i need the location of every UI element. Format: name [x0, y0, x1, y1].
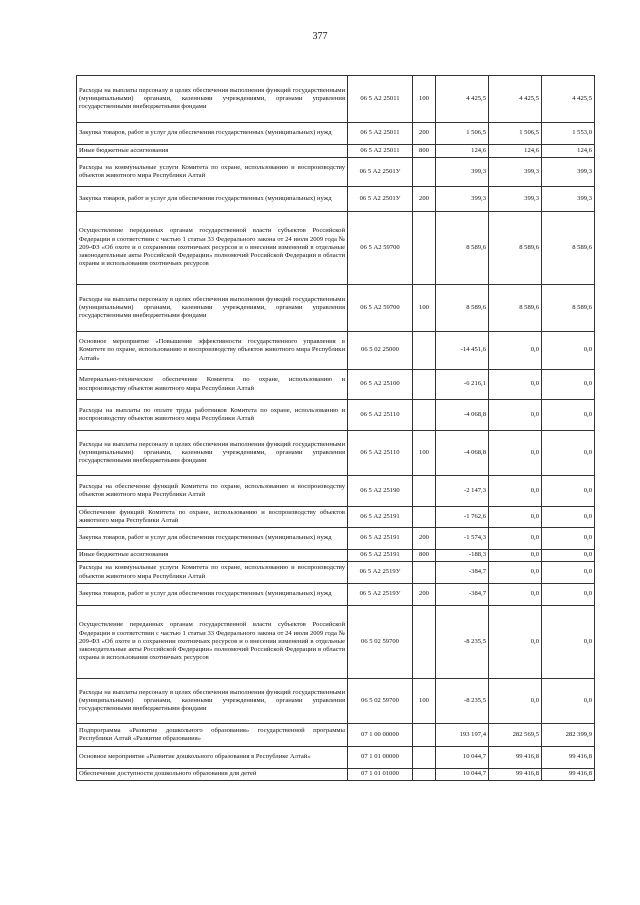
target-code-cell: 06 5 02 59700 [348, 679, 413, 724]
amount-year1-cell: -384,7 [436, 584, 489, 606]
amount-year2-cell: 0,0 [489, 370, 542, 400]
expense-type-cell [413, 332, 436, 370]
table-row [77, 550, 595, 562]
page-number: 377 [312, 31, 328, 42]
target-code-cell: 06 5 А2 59700 [348, 212, 413, 285]
amount-year3-cell: 0,0 [542, 507, 595, 528]
amount-year2-cell: 124,6 [489, 145, 542, 158]
amount-year3-cell: 0,0 [542, 431, 595, 476]
expense-name-cell: Подпрограмма «Развитие дошкольного образования» государственной программы Республики Алтай «Развитие образования» [77, 724, 348, 747]
target-code-cell: 06 5 А2 25191 [348, 507, 413, 528]
amount-year3-cell: 0,0 [542, 679, 595, 724]
amount-year1-cell: -1 574,3 [436, 528, 489, 550]
table-row [77, 431, 595, 476]
amount-year2-cell: 399,3 [489, 187, 542, 212]
budget-table-body [77, 76, 595, 781]
table-row [77, 370, 595, 400]
amount-year1-cell: 4 425,5 [436, 76, 489, 123]
amount-year3-cell: 282 399,9 [542, 724, 595, 747]
expense-type-cell [413, 370, 436, 400]
amount-year1-cell: -188,3 [436, 550, 489, 562]
target-code-cell: 06 5 А2 2501У [348, 158, 413, 187]
amount-year2-cell: 99 416,8 [489, 769, 542, 781]
expense-type-cell [413, 724, 436, 747]
target-code-cell: 07 1 00 00000 [348, 724, 413, 747]
target-code-cell: 06 5 А2 25100 [348, 370, 413, 400]
expense-type-cell: 800 [413, 145, 436, 158]
amount-year3-cell: 399,3 [542, 187, 595, 212]
expense-type-cell: 100 [413, 431, 436, 476]
table-row [77, 212, 595, 285]
amount-year2-cell: 4 425,5 [489, 76, 542, 123]
target-code-cell: 06 5 А2 25011 [348, 145, 413, 158]
expense-name-cell: Расходы на выплаты персоналу в целях обеспечения выполнения функций государственными (муниципальными) органами, казенными учреждениями, органами управления государственными внебюджетными фондами [77, 431, 348, 476]
target-code-cell: 06 5 А2 25011 [348, 76, 413, 123]
target-code-cell: 06 5 02 25000 [348, 332, 413, 370]
amount-year3-cell: 8 589,6 [542, 285, 595, 332]
expense-type-cell [413, 507, 436, 528]
target-code-cell: 07 1 01 00000 [348, 747, 413, 769]
table-row [77, 606, 595, 679]
amount-year1-cell: -8 235,5 [436, 679, 489, 724]
expense-name-cell: Основное мероприятие «Повышение эффективности государственного управления в Комитете по охране, использованию и воспроизводству объектов животного мира Республики Алтай» [77, 332, 348, 370]
amount-year1-cell: 193 197,4 [436, 724, 489, 747]
amount-year3-cell: 0,0 [542, 550, 595, 562]
amount-year2-cell: 0,0 [489, 550, 542, 562]
expense-type-cell: 800 [413, 550, 436, 562]
amount-year1-cell: -384,7 [436, 562, 489, 584]
amount-year2-cell: 0,0 [489, 507, 542, 528]
expense-name-cell: Закупка товаров, работ и услуг для обеспечения государственных (муниципальных) нужд [77, 584, 348, 606]
amount-year3-cell: 0,0 [542, 370, 595, 400]
amount-year2-cell: 0,0 [489, 332, 542, 370]
amount-year1-cell: 399,3 [436, 187, 489, 212]
expense-name-cell: Обеспечение функций Комитета по охране, использованию и воспроизводству объектов животного мира Республики Алтай [77, 507, 348, 528]
amount-year2-cell: 8 589,6 [489, 285, 542, 332]
expense-type-cell [413, 606, 436, 679]
table-row [77, 679, 595, 724]
expense-type-cell: 200 [413, 187, 436, 212]
expense-name-cell: Основное мероприятие «Развитие дошкольного образования в Республике Алтай» [77, 747, 348, 769]
amount-year3-cell: 0,0 [542, 400, 595, 431]
amount-year2-cell: 0,0 [489, 528, 542, 550]
expense-name-cell: Иные бюджетные ассигнования [77, 550, 348, 562]
amount-year1-cell: 10 044,7 [436, 769, 489, 781]
table-row [77, 507, 595, 528]
table-row [77, 562, 595, 584]
expense-type-cell: 100 [413, 679, 436, 724]
expense-name-cell: Расходы на выплаты персоналу в целях обеспечения выполнения функций государственными (муниципальными) органами, казенными учреждениями, органами управления государственными внебюджетными фондами [77, 679, 348, 724]
expense-type-cell [413, 158, 436, 187]
expense-name-cell: Расходы на коммунальные услуги Комитета по охране, использованию и воспроизводству объектов животного мира Республики Алтай [77, 562, 348, 584]
table-row [77, 747, 595, 769]
expense-name-cell: Расходы на выплаты по оплате труда работников Комитета по охране, использованию и воспроизводству объектов животного мира Республики Алтай [77, 400, 348, 431]
expense-name-cell: Закупка товаров, работ и услуг для обеспечения государственных (муниципальных) нужд [77, 123, 348, 145]
expense-type-cell [413, 476, 436, 507]
table-row [77, 332, 595, 370]
expense-name-cell: Закупка товаров, работ и услуг для обеспечения государственных (муниципальных) нужд [77, 528, 348, 550]
amount-year2-cell: 0,0 [489, 400, 542, 431]
amount-year2-cell: 0,0 [489, 584, 542, 606]
target-code-cell: 06 5 А2 2519У [348, 562, 413, 584]
amount-year1-cell: -6 216,1 [436, 370, 489, 400]
table-row [77, 400, 595, 431]
amount-year3-cell: 99 416,8 [542, 747, 595, 769]
expense-name-cell: Осуществление переданных органам государственной власти субъектов Российской Федерации в соответствии с частью 1 статьи 33 Федерального закона от 24 июля 2009 года № 209-ФЗ «Об охоте и о сохранении охотничьих ресурсов и о внесении изменений в отдельные законодательные акты Российской Федерации» полномочий Российской Федерации в области охраны и использования охотничьих ресурсов [77, 606, 348, 679]
amount-year1-cell: 124,6 [436, 145, 489, 158]
expense-type-cell: 200 [413, 123, 436, 145]
amount-year3-cell: 399,3 [542, 158, 595, 187]
expense-name-cell: Обеспечение доступности дошкольного образования для детей [77, 769, 348, 781]
table-row [77, 769, 595, 781]
amount-year3-cell: 99 416,8 [542, 769, 595, 781]
expense-name-cell: Расходы на коммунальные услуги Комитета по охране, использованию и воспроизводству объектов животного мира Республики Алтай [77, 158, 348, 187]
table-row [77, 158, 595, 187]
table-row [77, 724, 595, 747]
expense-type-cell [413, 400, 436, 431]
table-row [77, 187, 595, 212]
amount-year1-cell: 8 589,6 [436, 212, 489, 285]
target-code-cell: 06 5 А2 2501У [348, 187, 413, 212]
amount-year3-cell: 0,0 [542, 476, 595, 507]
expense-type-cell: 200 [413, 528, 436, 550]
expense-name-cell: Осуществление переданных органам государственной власти субъектов Российской Федерации в соответствии с частью 1 статьи 33 Федерального закона от 24 июля 2009 года № 209-ФЗ «Об охоте и о сохранении охотничьих ресурсов и о внесении изменений в отдельные законодательные акты Российской Федерации» полномочий Российской Федерации в области охраны и использования охотничьих ресурсов [77, 212, 348, 285]
amount-year2-cell: 0,0 [489, 476, 542, 507]
amount-year2-cell: 1 506,5 [489, 123, 542, 145]
expense-name-cell: Расходы на выплаты персоналу в целях обеспечения выполнения функций государственными (муниципальными) органами, казенными учреждениями, органами управления государственными внебюджетными фондами [77, 76, 348, 123]
budget-table [76, 75, 595, 781]
amount-year1-cell: -14 451,6 [436, 332, 489, 370]
amount-year1-cell: 1 506,5 [436, 123, 489, 145]
amount-year1-cell: 10 044,7 [436, 747, 489, 769]
expense-name-cell: Расходы на обеспечение функций Комитета по охране, использованию и воспроизводству объектов животного мира Республики Алтай [77, 476, 348, 507]
target-code-cell: 06 5 А2 2519У [348, 584, 413, 606]
expense-type-cell [413, 747, 436, 769]
expense-type-cell [413, 212, 436, 285]
amount-year3-cell: 0,0 [542, 528, 595, 550]
expense-type-cell: 100 [413, 76, 436, 123]
amount-year3-cell: 0,0 [542, 332, 595, 370]
amount-year1-cell: -2 147,3 [436, 476, 489, 507]
table-row [77, 476, 595, 507]
amount-year1-cell: 8 589,6 [436, 285, 489, 332]
amount-year1-cell: -8 235,5 [436, 606, 489, 679]
expense-type-cell: 100 [413, 285, 436, 332]
table-row [77, 528, 595, 550]
expense-type-cell: 200 [413, 584, 436, 606]
target-code-cell: 06 5 А2 25191 [348, 528, 413, 550]
expense-type-cell [413, 769, 436, 781]
amount-year2-cell: 0,0 [489, 606, 542, 679]
table-row [77, 584, 595, 606]
amount-year2-cell: 0,0 [489, 679, 542, 724]
expense-name-cell: Расходы на выплаты персоналу в целях обеспечения выполнения функций государственными (муниципальными) органами, казенными учреждениями, органами управления государственными внебюджетными фондами [77, 285, 348, 332]
table-row [77, 145, 595, 158]
amount-year3-cell: 0,0 [542, 584, 595, 606]
table-row [77, 123, 595, 145]
expense-name-cell: Иные бюджетные ассигнования [77, 145, 348, 158]
amount-year1-cell: -4 068,8 [436, 431, 489, 476]
amount-year2-cell: 399,3 [489, 158, 542, 187]
amount-year3-cell: 4 425,5 [542, 76, 595, 123]
amount-year1-cell: -4 068,8 [436, 400, 489, 431]
amount-year2-cell: 8 589,6 [489, 212, 542, 285]
amount-year2-cell: 282 569,5 [489, 724, 542, 747]
expense-name-cell: Закупка товаров, работ и услуг для обеспечения государственных (муниципальных) нужд [77, 187, 348, 212]
amount-year1-cell: -1 762,6 [436, 507, 489, 528]
target-code-cell: 06 5 А2 25110 [348, 400, 413, 431]
target-code-cell: 06 5 А2 25011 [348, 123, 413, 145]
table-row [77, 285, 595, 332]
target-code-cell: 06 5 А2 59700 [348, 285, 413, 332]
amount-year3-cell: 0,0 [542, 562, 595, 584]
expense-type-cell [413, 562, 436, 584]
amount-year2-cell: 99 416,8 [489, 747, 542, 769]
table-row [77, 76, 595, 123]
target-code-cell: 06 5 02 59700 [348, 606, 413, 679]
amount-year3-cell: 124,6 [542, 145, 595, 158]
target-code-cell: 07 1 01 01000 [348, 769, 413, 781]
amount-year3-cell: 0,0 [542, 606, 595, 679]
target-code-cell: 06 5 А2 25191 [348, 550, 413, 562]
amount-year1-cell: 399,3 [436, 158, 489, 187]
target-code-cell: 06 5 А2 25190 [348, 476, 413, 507]
target-code-cell: 06 5 А2 25110 [348, 431, 413, 476]
amount-year2-cell: 0,0 [489, 431, 542, 476]
amount-year2-cell: 0,0 [489, 562, 542, 584]
amount-year3-cell: 8 589,6 [542, 212, 595, 285]
amount-year3-cell: 1 553,0 [542, 123, 595, 145]
expense-name-cell: Материально-техническое обеспечение Комитета по охране, использованию и воспроизводству объектов животного мира Республики Алтай [77, 370, 348, 400]
